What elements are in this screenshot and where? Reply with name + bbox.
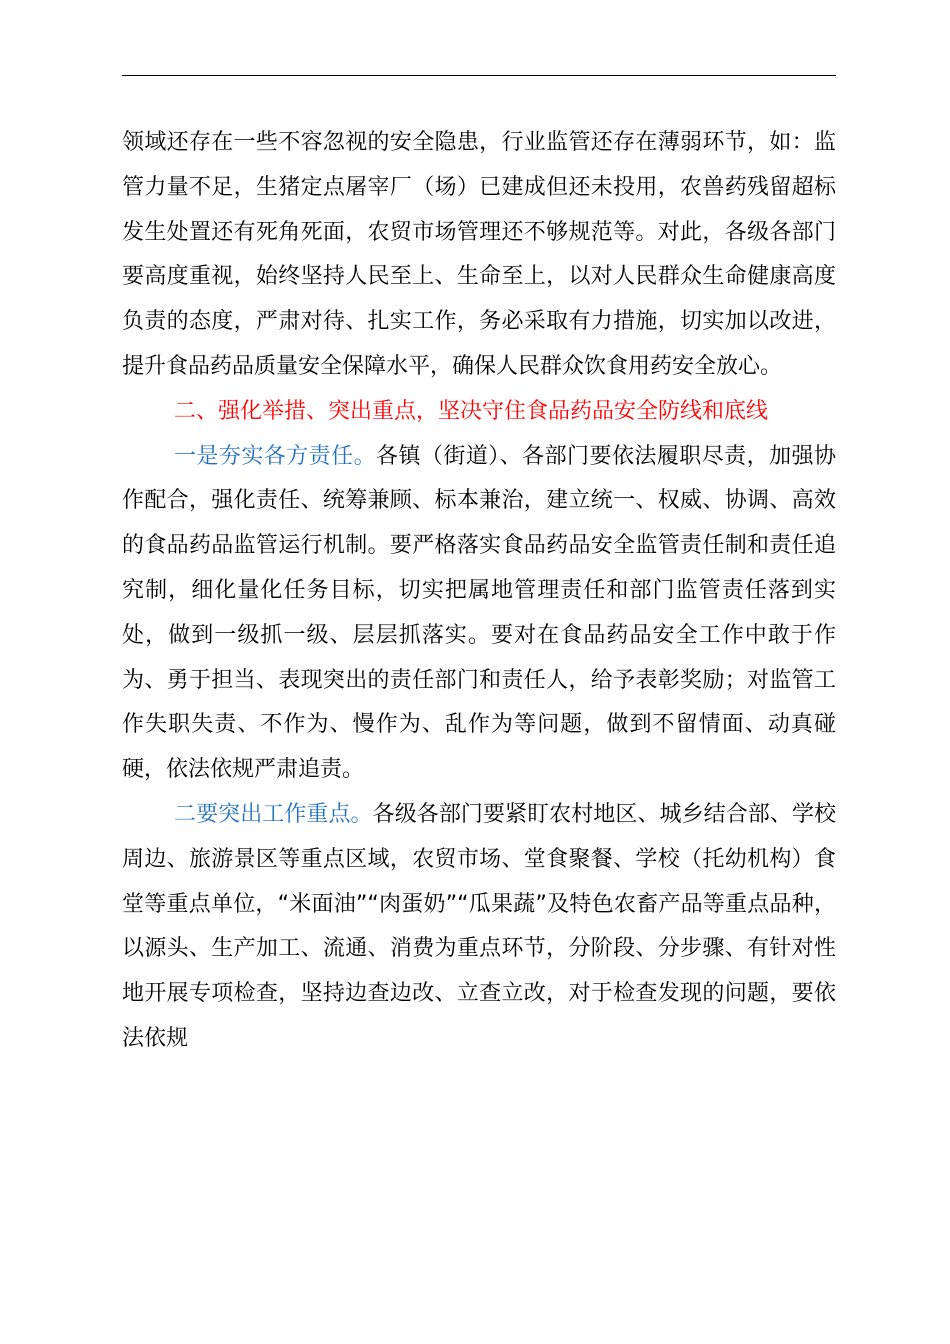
paragraph-text: 各镇（街道）、各部门要依法履职尽责，加强协作配合，强化责任、统筹兼顾、标本兼治，建立统一、权威、协调、高效的食品药品监管运行机制。要严格落实食品药品安全监管责任制和责任追究制，细化量化任务目标，切实把属地管理责任和部门监管责任落到实处，做到一级抓一级、层层抓落实。要对在食品药品安全工作中敢于作为、勇于担当、表现突出的责任部门和责任人，给予表彰奖励；对监管工作失职失责、不作为、慢作为、乱作为等问题，做到不留情面、动真碰硬，依法依规严肃追责。 xyxy=(122,443,836,783)
paragraph-lead: 一是夯实各方责任。 xyxy=(174,443,377,469)
header-rule xyxy=(122,75,836,76)
document-body xyxy=(122,121,836,1062)
paragraph-responsibility xyxy=(122,435,836,793)
paragraph-lead: 二要突出工作重点。 xyxy=(174,801,373,827)
paragraph-key-points xyxy=(122,793,836,1062)
paragraph-text: 各级各部门要紧盯农村地区、城乡结合部、学校周边、旅游景区等重点区域，农贸市场、堂食聚餐、学校（托幼机构）食堂等重点单位，“米面油”“肉蛋奶”“瓜果蔬”及特色农畜产品等重点品种，以源头、生产加工、流通、消费为重点环节，分阶段、分步骤、有针对性地开展专项检查，坚持边查边改、立查立改，对于检查发现的问题，要依法依规 xyxy=(122,801,836,1051)
paragraph-continued: 领域还存在一些不容忽视的安全隐患，行业监管还存在薄弱环节，如：监管力量不足，生猪定点屠宰厂（场）已建成但还未投用，农兽药残留超标发生处置还有死角死面，农贸市场管理还不够规范等。对此，各级各部门要高度重视，始终坚持人民至上、生命至上，以对人民群众生命健康高度负责的态度，严肃对待、扎实工作，务必采取有力措施，切实加以改进，提升食品药品质量安全保障水平，确保人民群众饮食用药安全放心。 xyxy=(122,130,836,379)
section-heading: 二、强化举措、突出重点，坚决守住食品药品安全防线和底线 xyxy=(174,398,769,424)
